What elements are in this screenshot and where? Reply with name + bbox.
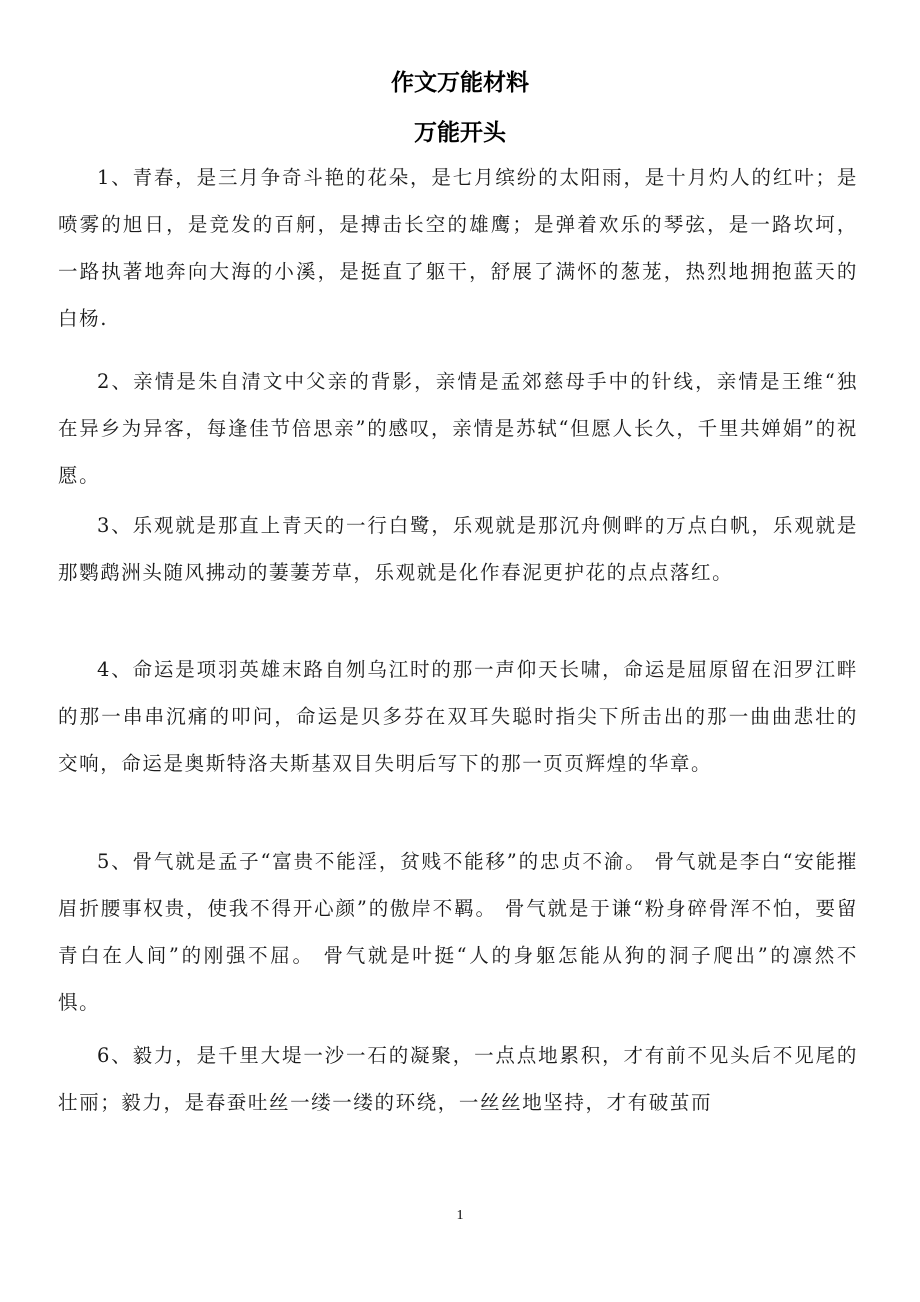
paragraph-optimism: 3、乐观就是那直上青天的一行白鹭，乐观就是那沉舟侧畔的万点白帆，乐观就是那鹦鹉洲头随风拂动的萋萋芳草，乐观就是化作春泥更护花的点点落红。 [58,514,858,584]
paragraph-perseverance: 6、毅力，是千里大堤一沙一石的凝聚，一点点地累积，才有前不见头后不见尾的壮丽；毅力，是春蚕吐丝一缕一缕的环绕，一丝丝地坚持，才有破茧而 [58,1044,858,1114]
paragraph-destiny: 4、命运是项羽英雄末路自刎乌江时的那一声仰天长啸，命运是屈原留在汨罗江畔的那一串串沉痛的叩问，命运是贝多芬在双耳失聪时指尖下所击出的那一曲曲悲壮的交响，命运是奥斯特洛夫斯基双目失明后写下的那一页页辉煌的华章。 [58,658,858,775]
paragraph-youth: 1、青春，是三月争奇斗艳的花朵，是七月缤纷的太阳雨，是十月灼人的红叶；是喷雾的旭日，是竞发的百舸，是搏击长空的雄鹰；是弹着欢乐的琴弦，是一路坎坷，一路执著地奔向大海的小溪，是挺直了躯干，舒展了满怀的葱茏，热烈地拥抱蓝天的白杨. [58,166,858,330]
document-title: 作文万能材料 [391,70,529,96]
page-number: 1 [456,1208,464,1223]
paragraph-family-love: 2、亲情是朱自清文中父亲的背影，亲情是孟郊慈母手中的针线，亲情是王维“独在异乡为异客，每逢佳节倍思亲”的感叹，亲情是苏轼“但愿人长久，千里共婵娟”的祝愿。 [58,370,858,487]
paragraph-integrity: 5、骨气就是孟子“富贵不能淫，贫贱不能移”的忠贞不渝。 骨气就是李白“安能摧眉折腰事权贵，使我不得开心颜”的傲岸不羁。 骨气就是于谦“粉身碎骨浑不怕，要留青白在人间”的刚强不屈。 骨气就是叶挺“人的身躯怎能从狗的洞子爬出”的凛然不惧。 [58,850,858,1014]
section-heading: 万能开头 [414,120,506,146]
